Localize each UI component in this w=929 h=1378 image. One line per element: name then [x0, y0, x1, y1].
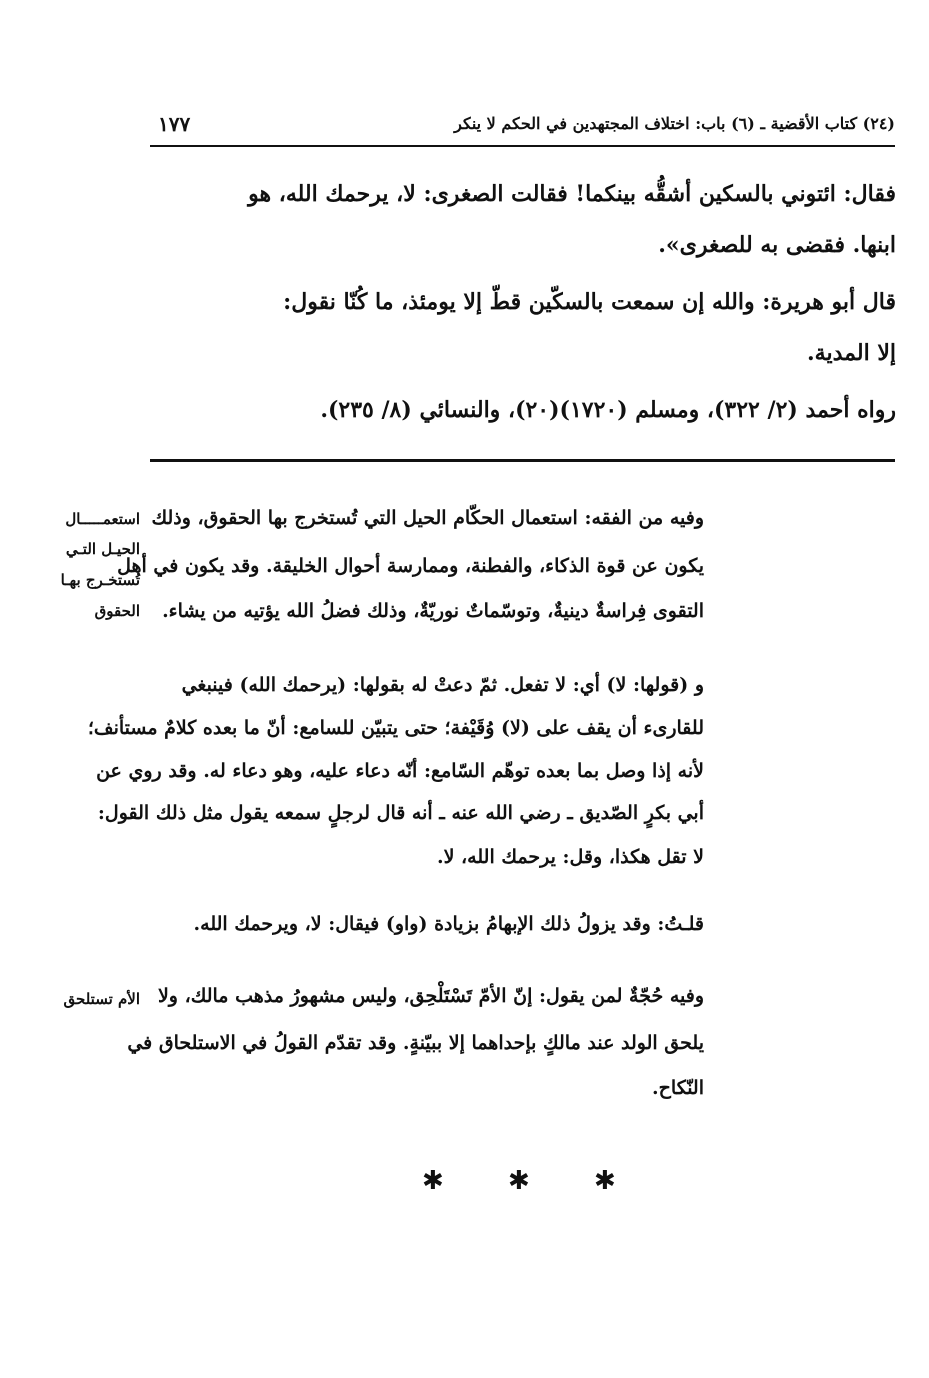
section-divider — [150, 459, 895, 462]
commentary-line: النّكاح. — [652, 1077, 704, 1099]
hadith-line: إلا المدية. — [807, 340, 896, 366]
hadith-line: قال أبو هريرة: والله إن سمعت بالسكّين قطّ إلا يومئذ، ما كُنّا نقول: — [283, 289, 896, 315]
hadith-line: فقال: ائتوني بالسكين أشقُّه بينكما! فقالت الصغرى: لا، يرحمك الله، هو — [248, 181, 896, 207]
commentary-line: وفيه من الفقه: استعمال الحكّام الحيل التي تُستخرج بها الحقوق، وذلك — [151, 507, 704, 529]
running-header-title: (٢٤) كتاب الأقضية ـ (٦) باب: اختلاف المجتهدين في الحكم لا ينكر — [454, 114, 895, 133]
commentary-line: وفيه حُجّةٌ لمن يقول: إنّ الأمّ تَسْتَلْحِق، وليس مشهورُ مذهب مالك، ولا — [157, 985, 704, 1007]
hadith-line: ابنها. فقضى به للصغرى». — [658, 232, 896, 258]
commentary-line: للقارىء أن يقف على (لا) وُقَيْفة؛ حتى يتبيّن للسامع: أنّ ما بعده كلامٌ مستأنف؛ — [87, 717, 704, 739]
commentary-line: يكون عن قوة الذكاء، والفطنة، وممارسة أحوال الخليقة. وقد يكون في أهل — [117, 555, 704, 577]
commentary-line: و (قولها: لا) أي: لا تفعل. ثمّ دعتْ له بقولها: (يرحمك الله) فينبغي — [181, 674, 704, 696]
margin-note-line: الأم تستلحق — [63, 990, 140, 1008]
page-number: ١٧٧ — [158, 112, 191, 136]
running-header — [150, 114, 895, 144]
margin-note-line: استعمـــــال — [65, 510, 140, 528]
commentary-line: يلحق الولد عند مالكٍ بإحداهما إلا ببيّنةٍ. وقد تقدّم القولُ في الاستلحاق في — [127, 1032, 704, 1054]
section-ornament — [0, 1168, 929, 1198]
star-ornament-icon: ✱ — [594, 1166, 616, 1196]
commentary-line: التقوى فِراسةٌ دينيةٌ، وتوسّماتٌ نوريّةٌ، وذلك فضلُ الله يؤتيه من يشاء. — [162, 600, 704, 622]
margin-note-line: الحقوق — [94, 602, 140, 620]
star-ornament-icon: ✱ — [422, 1166, 444, 1196]
header-rule — [150, 145, 895, 147]
hadith-source: رواه أحمد (٢/ ٣٢٢)، ومسلم (١٧٢٠)(٢٠)، والنسائي (٨/ ٢٣٥). — [320, 397, 896, 423]
commentary-line: لأنه إذا وصل بما بعده توهّم السّامع: أنّه دعاء عليه، وهو دعاء له. وقد روي عن — [96, 760, 704, 782]
commentary-line: لا تقل هكذا، وقل: يرحمك الله، لا. — [436, 846, 704, 868]
star-ornament-icon: ✱ — [508, 1166, 530, 1196]
commentary-line: قلـتُ: وقد يزولُ ذلك الإبهامُ بزيادة (واو) فيقال: لا، ويرحمك الله. — [193, 913, 704, 935]
margin-note-line: الحيـل التـي — [65, 540, 140, 558]
commentary-line: أبي بكرٍ الصّديق ـ رضي الله عنه ـ أنه قال لرجلٍ سمعه يقول مثل ذلك القول: — [97, 802, 704, 824]
margin-note-line: تُستخـرج بهـا — [60, 571, 140, 589]
